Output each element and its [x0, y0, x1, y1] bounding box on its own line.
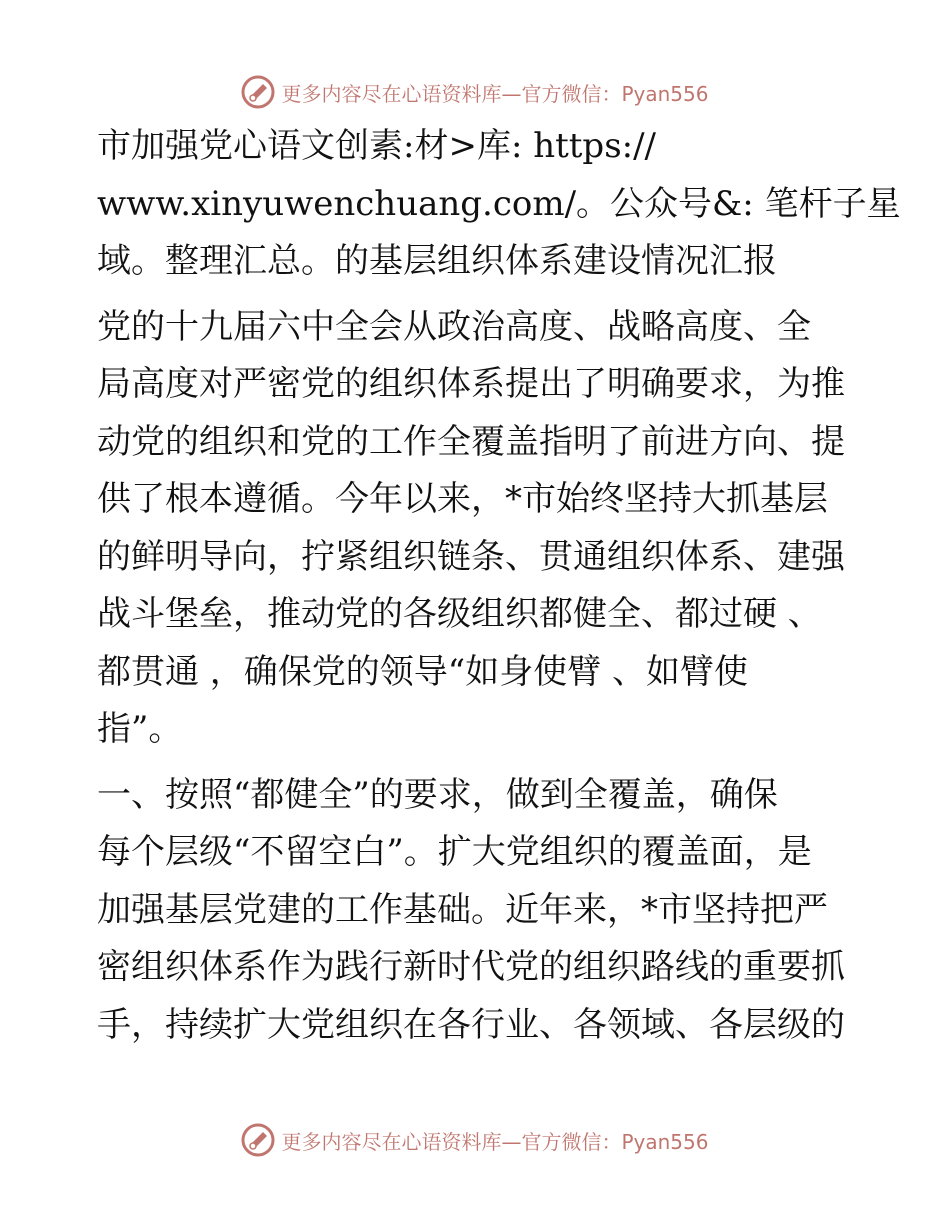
- logo-icon: [241, 1123, 275, 1157]
- paragraph-line: 党的十九届六中全会从政治高度、战略高度、全: [97, 306, 811, 347]
- paragraph-line: 都贯通 ，确保党的领导“如身使臂 、如臂使: [97, 651, 748, 692]
- banner-text: 更多内容尽在心语资料库—官方微信：Pyan556: [281, 81, 709, 106]
- header-banner: [0, 72, 950, 112]
- paragraph-line: 一、按照“都健全”的要求，做到全覆盖，确保: [97, 774, 778, 815]
- paragraph-line: 局高度对严密党的组织体系提出了明确要求，为推: [97, 364, 845, 404]
- paragraph-line: 加强基层党建的工作基础。近年来，*市坚持把严: [97, 889, 828, 930]
- paragraph-line: 动党的组织和党的工作全覆盖指明了前进方向、提: [97, 421, 845, 462]
- title-line: 市加强党心语文创素:材>库: https://: [97, 126, 657, 166]
- paragraph-line: 指”。: [97, 709, 183, 749]
- paragraph-line: 密组织体系作为践行新时代党的组织路线的重要抓: [97, 947, 845, 987]
- paragraph-line: 手，持续扩大党组织在各行业、各领域、各层级的: [97, 1004, 845, 1045]
- paragraph-line: 供了根本遵循。今年以来，*市始终坚持大抓基层: [97, 479, 828, 519]
- banner-text: 更多内容尽在心语资料库—官方微信：Pyan556: [281, 1129, 709, 1154]
- logo-icon: [241, 75, 275, 109]
- intro-paragraph: [97, 299, 857, 759]
- document-title: [97, 118, 901, 291]
- title-line: 域。整理汇总。的基层组织体系建设情况汇报: [97, 241, 777, 281]
- title-line: www.xinyuwenchuang.com/。公众号&: 笔杆子星: [97, 183, 901, 224]
- section-1-paragraph: [97, 767, 857, 1055]
- paragraph-line: 每个层级“不留空白”。扩大党组织的覆盖面，是: [97, 832, 812, 872]
- footer-banner: [0, 1120, 950, 1160]
- paragraph-line: 的鲜明导向，拧紧组织链条、贯通组织体系、建强: [97, 536, 845, 577]
- paragraph-line: 战斗堡垒，推动党的各级组织都健全、都过硬 、: [97, 594, 822, 634]
- document-body: [97, 118, 901, 1054]
